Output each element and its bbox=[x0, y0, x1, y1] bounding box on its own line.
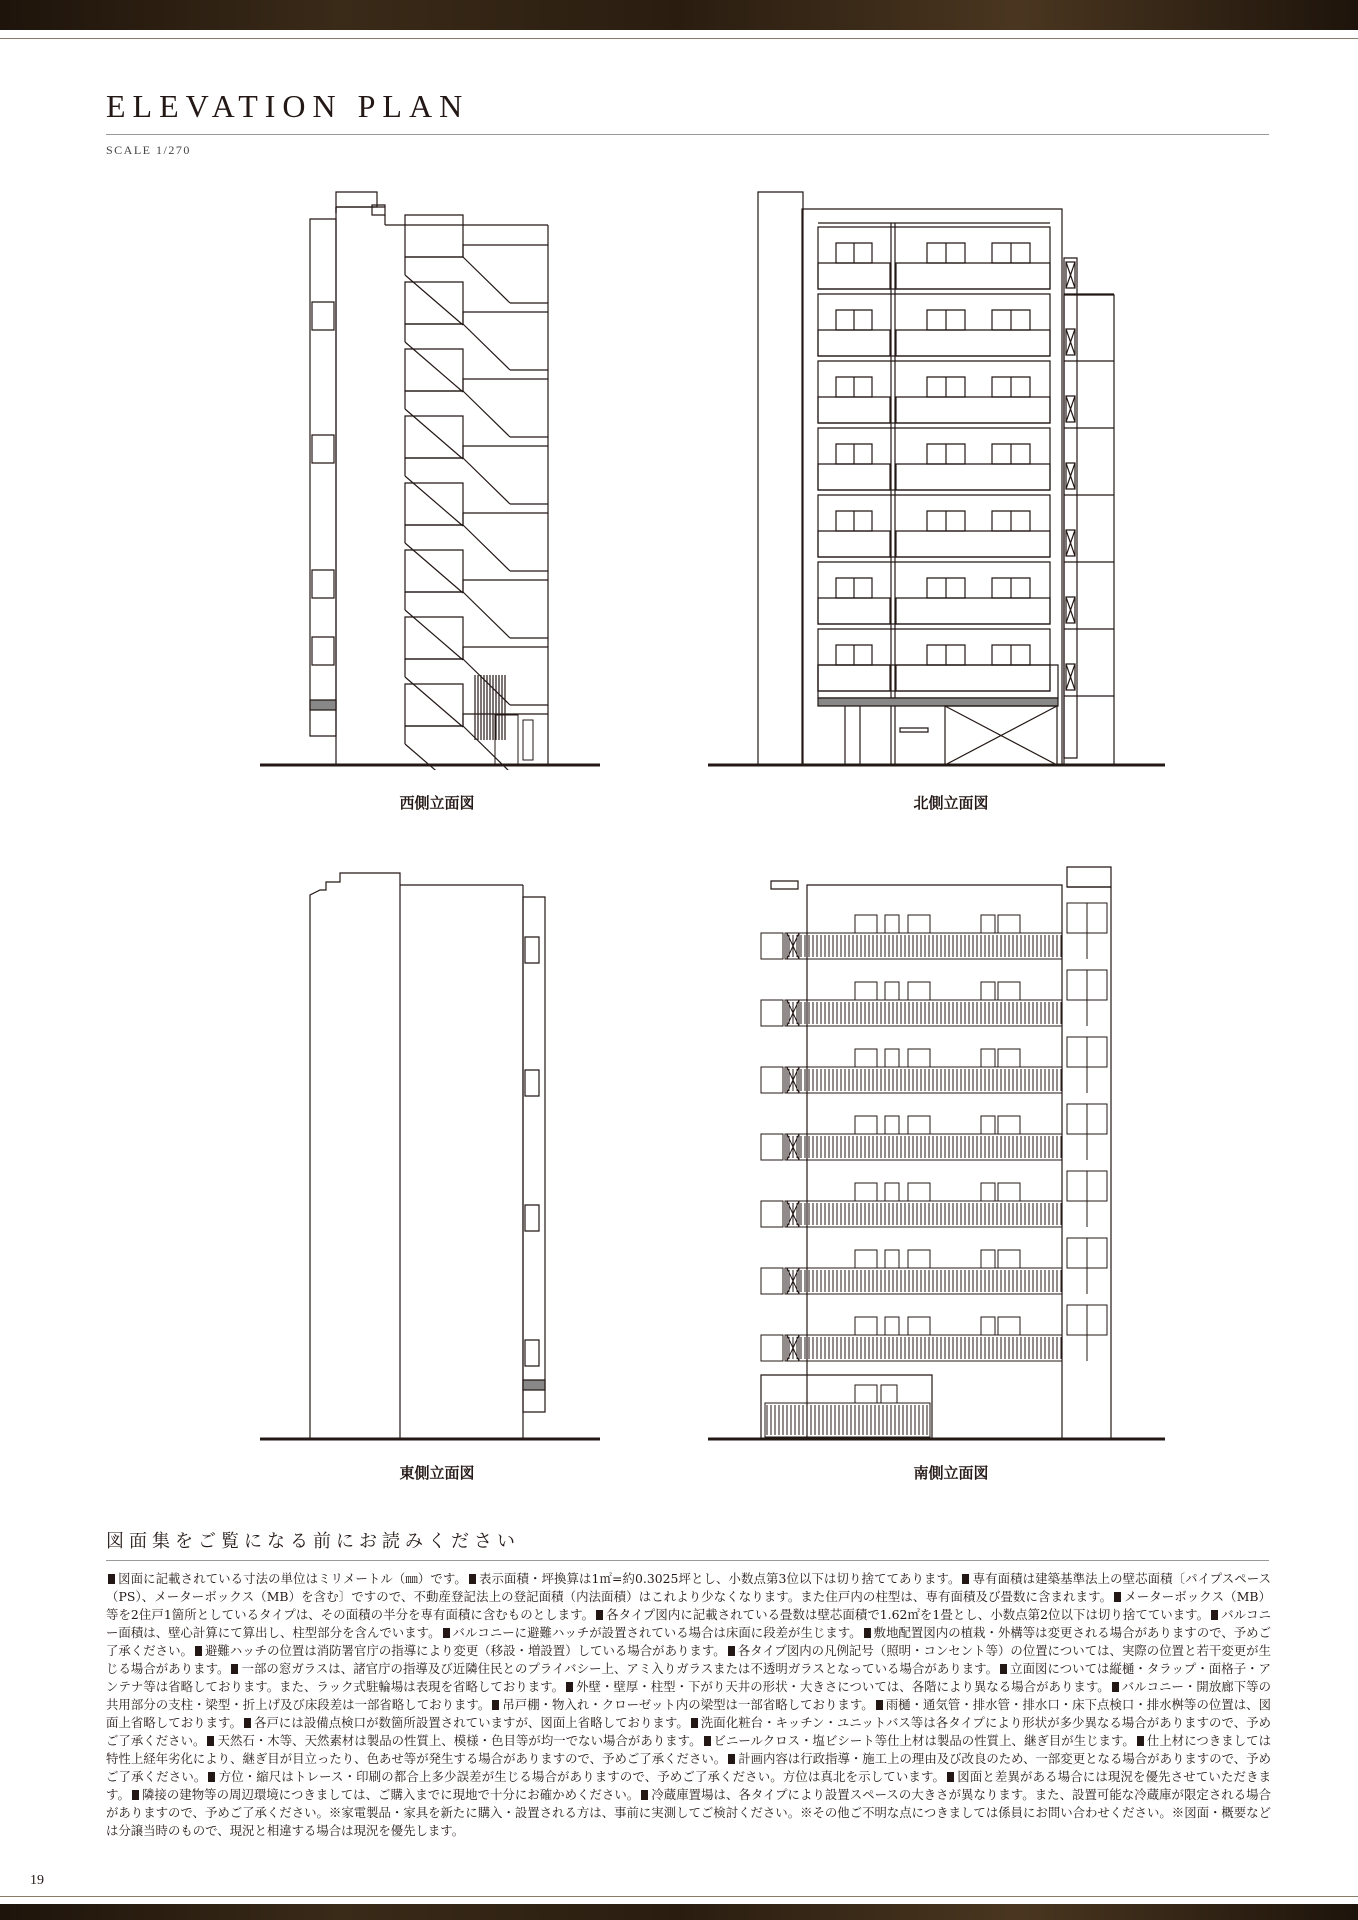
notice-bullet-icon bbox=[1211, 1610, 1218, 1620]
notice-bullet-icon bbox=[1000, 1664, 1007, 1674]
notice-item: 図面に記載されている寸法の単位はミリメートル（㎜）です。 bbox=[118, 1571, 467, 1586]
scale-label: SCALE 1/270 bbox=[106, 143, 191, 157]
notice-bullet-icon bbox=[641, 1790, 648, 1800]
notice-bullet-icon bbox=[443, 1628, 450, 1638]
notice-item: 外壁・壁厚・柱型・下がり天井の形状・大きさについては、各階により異なる場合があります。 bbox=[576, 1679, 1110, 1694]
notice-bullet-icon bbox=[108, 1574, 115, 1584]
notice-item: 冷蔵庫置場は、各タイプにより設置スペースの大きさが異なります。また、設置可能な冷蔵庫が限定される場合がありますので、予めご了承ください。※家電製品・家具を新たに購入・設置される方は、事前に実測してご検討ください。※その他ご不明な点につきましては係員にお問い合わせください。※図面・概要などは分譲当時のもので、現況と相違する場合は現況を優先します。 bbox=[106, 1787, 1271, 1838]
notice-bullet-icon bbox=[1114, 1592, 1121, 1602]
page-title: ELEVATION PLAN bbox=[106, 88, 470, 124]
notice-item: 天然石・木等、天然素材は製品の性質上、模様・色目等が均一でない場合があります。 bbox=[217, 1733, 702, 1748]
notice-item: 雨樋・通気管・排水管・排水口・床下点検口・排水桝等の位置は、図面上省略しております。 bbox=[106, 1697, 1272, 1730]
notice-item: メーターボックス（MB）等を2住戸1箇所としているタイプは、その面積の半分を専有面積に含むものとします。 bbox=[106, 1589, 1272, 1622]
east-elevation-drawing bbox=[255, 865, 605, 1445]
notice-bullet-icon bbox=[962, 1574, 969, 1584]
notice-bullet-icon bbox=[876, 1700, 883, 1710]
notice-bullet-icon bbox=[704, 1736, 711, 1746]
notice-item: 計画内容は行政指導・施工上の理由及び改良のため、一部変更となる場合がありますので、予めご了承ください。 bbox=[106, 1751, 1271, 1784]
notice-bullet-icon bbox=[469, 1574, 476, 1584]
notice-item: 仕上材につきましては特性上経年劣化により、継ぎ目が目立ったり、色あせ等が発生する場合がありますので、予めご了承ください。 bbox=[106, 1733, 1271, 1766]
notice-bullet-icon bbox=[1112, 1682, 1119, 1692]
notice-item: 避難ハッチの位置は消防署官庁の指導により変更（移設・増設置）している場合があります。 bbox=[204, 1643, 726, 1658]
west-elevation-drawing bbox=[255, 185, 605, 770]
notice-item: 吊戸棚・物入れ・クローゼット内の梁型は一部省略しております。 bbox=[502, 1697, 874, 1712]
notice-item: 各タイプ図内の凡例記号（照明・コンセント等）の位置については、実際の位置と若干変更が生じる場合があります。 bbox=[106, 1643, 1271, 1676]
notice-bullet-icon bbox=[244, 1718, 251, 1728]
notice-bullet-icon bbox=[208, 1772, 215, 1782]
notice-bullet-icon bbox=[1137, 1736, 1144, 1746]
top-decorative-band bbox=[0, 0, 1358, 30]
notice-item: 隣接の建物等の周辺環境につきましては、ご購入までに現地で十分にお確かめください。 bbox=[141, 1787, 640, 1802]
notice-bullet-icon bbox=[195, 1646, 202, 1656]
notice-bullet-icon bbox=[231, 1664, 238, 1674]
notice-item: 各タイプ図内に記載されている畳数は壁芯面積で1.62㎡を1畳とし、小数点第2位以下は切り捨てています。 bbox=[606, 1607, 1210, 1622]
south-elevation-caption: 南側立面図 bbox=[913, 1464, 989, 1482]
notice-bullet-icon bbox=[492, 1700, 499, 1710]
notice-bullet-icon bbox=[691, 1718, 698, 1728]
notice-body bbox=[106, 1570, 1271, 1840]
notice-item: 敷地配置図内の植栽・外構等は変更される場合がありますので、予めご了承ください。 bbox=[106, 1625, 1271, 1658]
notice-bullet-icon bbox=[132, 1790, 139, 1800]
notice-item: 表示面積・坪換算は1㎡=約0.3025坪とし、小数点第3位以下は切り捨ててあります。 bbox=[478, 1571, 961, 1586]
notice-item: 一部の窓ガラスは、諸官庁の指導及び近隣住民とのプライバシー上、アミ入りガラスまたは不透明ガラスとなっている場合があります。 bbox=[241, 1661, 999, 1676]
bottom-decorative-band bbox=[0, 1904, 1358, 1920]
notice-heading: 図面集をご覧になる前にお読みください bbox=[106, 1531, 520, 1552]
notice-item: バルコニー面積は、壁心計算にて算出し、柱型部分を含んでいます。 bbox=[106, 1607, 1272, 1640]
notice-bullet-icon bbox=[864, 1628, 871, 1638]
north-elevation-drawing bbox=[705, 185, 1170, 770]
south-elevation-drawing bbox=[705, 865, 1170, 1445]
notice-item: 図面と差異がある場合には現況を優先させていただきます。 bbox=[106, 1769, 1272, 1802]
notice-bullet-icon bbox=[207, 1736, 214, 1746]
notice-bullet-icon bbox=[947, 1772, 954, 1782]
notice-item: 専有面積は建築基準法上の壁芯面積〔パイプスペース（PS）、メーターボックス（MB）を含む〕ですので、不動産登記法上の登記面積（内法面積）はこれより少なくなります。また住戸内の柱型は、専有面積及び畳数に含まれます。 bbox=[106, 1571, 1271, 1604]
east-elevation-caption: 東側立面図 bbox=[399, 1464, 475, 1482]
notice-bullet-icon bbox=[596, 1610, 603, 1620]
north-elevation-caption: 北側立面図 bbox=[913, 794, 989, 812]
notice-bullet-icon bbox=[566, 1682, 573, 1692]
notice-bullet-icon bbox=[728, 1646, 735, 1656]
notice-bullet-icon bbox=[728, 1754, 735, 1764]
notice-item: 各戸には設備点検口が数箇所設置されていますが、図面上省略しております。 bbox=[253, 1715, 689, 1730]
notice-item: 洗面化粧台・キッチン・ユニットバス等は各タイプにより形状が多少異なる場合がありますので、予めご了承ください。 bbox=[106, 1715, 1271, 1748]
west-elevation-caption: 西側立面図 bbox=[399, 794, 475, 812]
top-rule bbox=[0, 38, 1358, 39]
notice-item: バルコニー・開放廊下等の共用部分の支柱・梁型・折上げ及び床段差は一部省略しております。 bbox=[106, 1679, 1272, 1712]
notice-item: 方位・縮尺はトレース・印刷の都合上多少誤差が生じる場合がありますので、予めご了承ください。方位は真北を示しています。 bbox=[218, 1769, 946, 1784]
notice-item: ビニールクロス・塩ビシート等仕上材は製品の性質上、継ぎ目が生じます。 bbox=[713, 1733, 1135, 1748]
title-underline bbox=[106, 134, 1269, 135]
notice-underline bbox=[106, 1560, 1269, 1561]
notice-item: バルコニーに避難ハッチが設置されている場合は床面に段差が生じます。 bbox=[452, 1625, 862, 1640]
notice-item: 立面図については縦樋・タラップ・面格子・アンテナ等は省略しております。また、ラック式駐輪場は表現を省略しております。 bbox=[106, 1661, 1271, 1694]
bottom-rule bbox=[0, 1896, 1358, 1897]
page-number: 19 bbox=[30, 1873, 44, 1888]
